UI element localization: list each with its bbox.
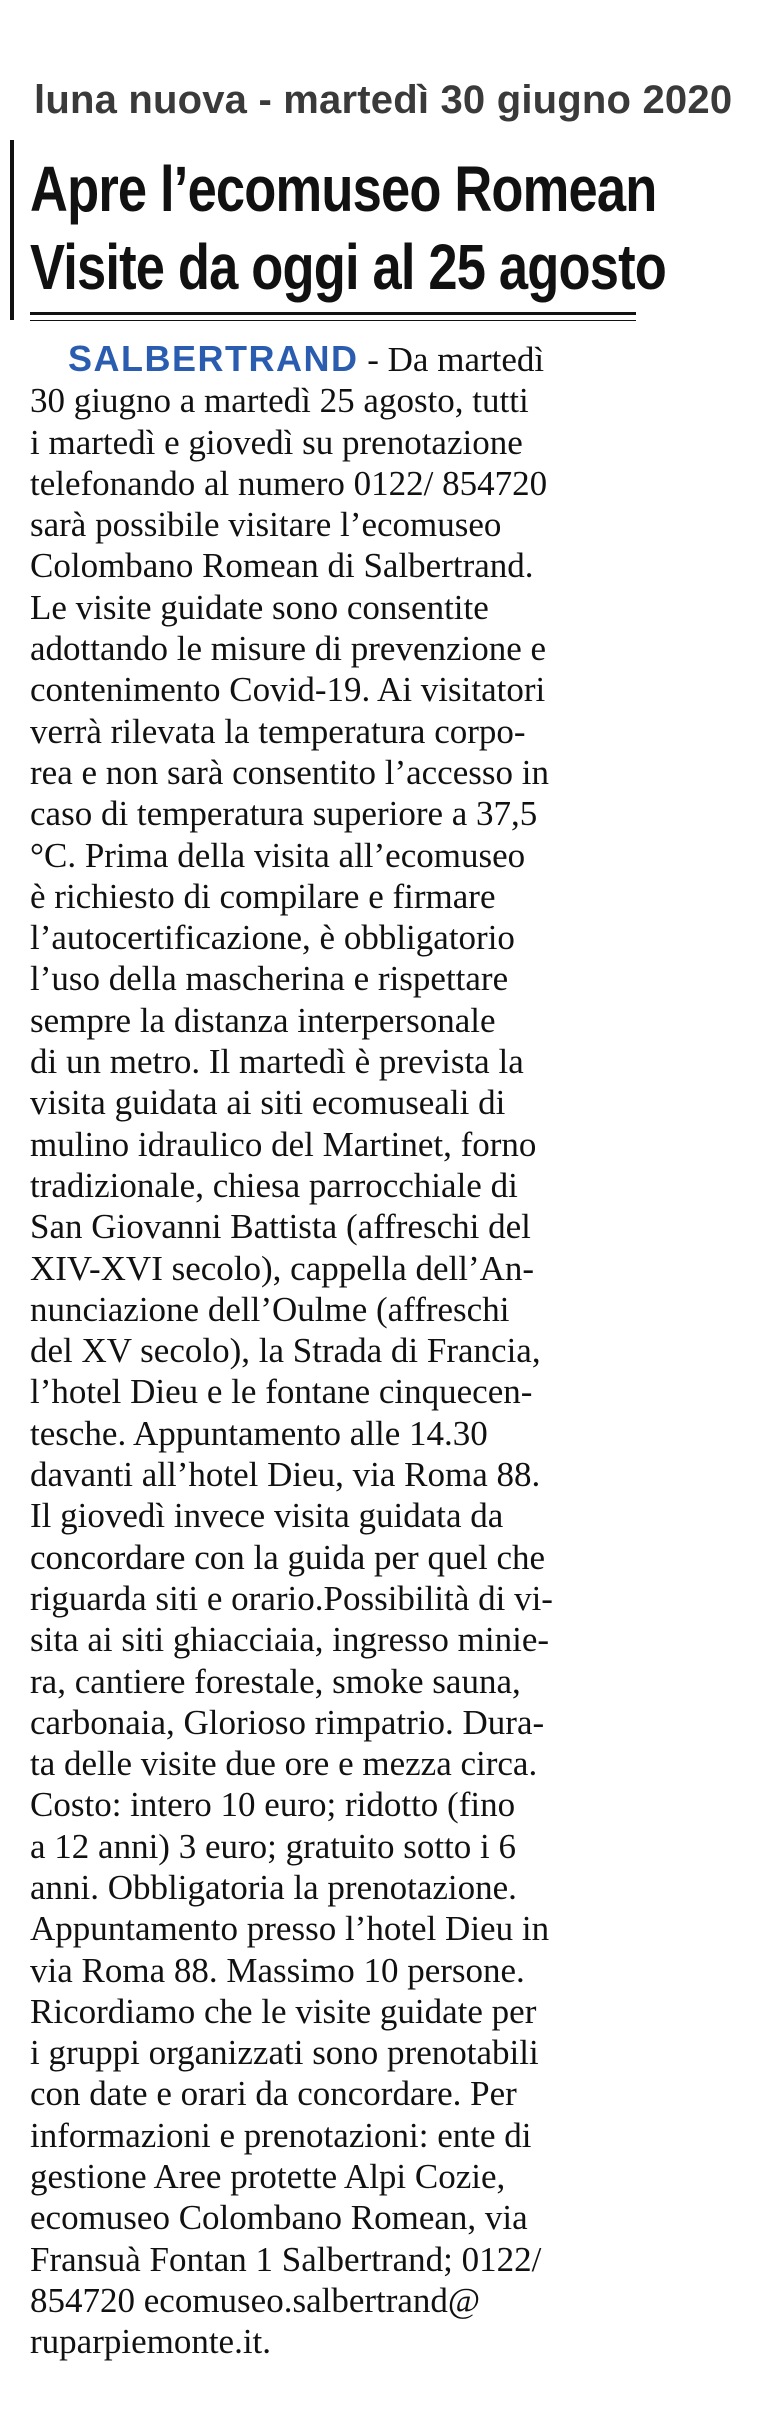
first-line-text: - Da martedì xyxy=(358,340,545,379)
article-line: anni. Obbligatoria la prenotazione. xyxy=(30,1867,517,1907)
article-line: Le visite guidate sono consentite xyxy=(30,587,489,627)
article-line: sita ai siti ghiacciaia, ingresso minie- xyxy=(30,1620,550,1660)
article-line: telefonando al numero 0122/ 854720 xyxy=(30,463,548,503)
article-line: Appuntamento presso l’hotel Dieu in xyxy=(30,1909,550,1949)
article-line: contenimento Covid-19. Ai visitatori xyxy=(30,670,546,710)
article-line: 854720 ecomuseo.salbertrand@ xyxy=(30,2280,481,2320)
article-line: nunciazione dell’Oulme (affreschi xyxy=(30,1289,510,1329)
article-line: l’autocertificazione, è obbligatorio xyxy=(30,918,515,958)
article-line: XIV-XVI secolo), cappella dell’An- xyxy=(30,1248,535,1288)
headline-rule xyxy=(30,312,636,315)
article-line: l’uso della mascherina e rispettare xyxy=(30,959,509,999)
article-line: i martedì e giovedì su prenotazione xyxy=(30,422,523,462)
article-line: Ricordiamo che le visite guidate per xyxy=(30,1991,537,2031)
article-line: tradizionale, chiesa parrocchiale di xyxy=(30,1165,518,1205)
article-line: davanti all’hotel Dieu, via Roma 88. xyxy=(30,1455,541,1495)
article-line: °C. Prima della visita all’ecomuseo xyxy=(30,835,526,875)
article-first-line xyxy=(30,338,640,380)
article-line: gestione Aree protette Alpi Cozie, xyxy=(30,2157,506,2197)
headline-line-1: Apre l’ecomuseo Romean xyxy=(30,153,657,225)
article-line: Il giovedì invece visita guidata da xyxy=(30,1496,504,1536)
article-line: a 12 anni) 3 euro; gratuito sotto i 6 xyxy=(30,1826,517,1866)
article-line: informazioni e prenotazioni: ente di xyxy=(30,2115,532,2155)
article-line: Costo: intero 10 euro; ridotto (fino xyxy=(30,1785,516,1825)
article-line: sempre la distanza interpersonale xyxy=(30,1000,496,1040)
article-line: concordare con la guida per quel che xyxy=(30,1537,546,1577)
article-line: di un metro. Il martedì è prevista la xyxy=(30,1042,524,1082)
article-line: verrà rilevata la temperatura corpo- xyxy=(30,711,526,751)
article-line: Colombano Romean di Salbertrand. xyxy=(30,546,534,586)
article-line: San Giovanni Battista (affreschi del xyxy=(30,1207,531,1247)
article-line: i gruppi organizzati sono prenotabili xyxy=(30,2033,539,2073)
article-line: del XV secolo), la Strada di Francia, xyxy=(30,1331,541,1371)
dateline: SALBERTRAND xyxy=(68,338,359,379)
article-line: ra, cantiere forestale, smoke sauna, xyxy=(30,1661,521,1701)
article-line: caso di temperatura superiore a 37,5 xyxy=(30,794,538,834)
headline xyxy=(30,150,666,306)
article-line: rea e non sarà consentito l’accesso in xyxy=(30,752,549,792)
article-line: visita guidata ai siti ecomuseali di xyxy=(30,1083,506,1123)
headline-rule-thin xyxy=(30,320,636,321)
article-line: carbonaia, Glorioso rimpatrio. Dura- xyxy=(30,1702,545,1742)
article-line: Fransuà Fontan 1 Salbertrand; 0122/ xyxy=(30,2239,542,2279)
article-body xyxy=(30,338,640,2363)
article-line: ecomuseo Colombano Romean, via xyxy=(30,2198,528,2238)
article-line: ta delle visite due ore e mezza circa. xyxy=(30,1744,538,1784)
headline-line-2: Visite da oggi al 25 agosto xyxy=(30,231,666,303)
article-line: adottando le misure di prevenzione e xyxy=(30,629,547,669)
headline-side-rule xyxy=(10,140,14,320)
article-line: l’hotel Dieu e le fontane cinquecen- xyxy=(30,1372,533,1412)
article-line: tesche. Appuntamento alle 14.30 xyxy=(30,1413,488,1453)
masthead: luna nuova - martedì 30 giugno 2020 xyxy=(34,78,733,122)
article-line: è richiesto di compilare e firmare xyxy=(30,876,496,916)
article-line: con date e orari da concordare. Per xyxy=(30,2074,517,2114)
article-line: ruparpiemonte.it. xyxy=(30,2322,272,2362)
article-line: via Roma 88. Massimo 10 persone. xyxy=(30,1950,525,1990)
article-line: sarà possibile visitare l’ecomuseo xyxy=(30,505,502,545)
article-line: mulino idraulico del Martinet, forno xyxy=(30,1124,537,1164)
article-line: 30 giugno a martedì 25 agosto, tutti xyxy=(30,381,529,421)
article-line: riguarda siti e orario.Possibilità di vi- xyxy=(30,1578,553,1618)
